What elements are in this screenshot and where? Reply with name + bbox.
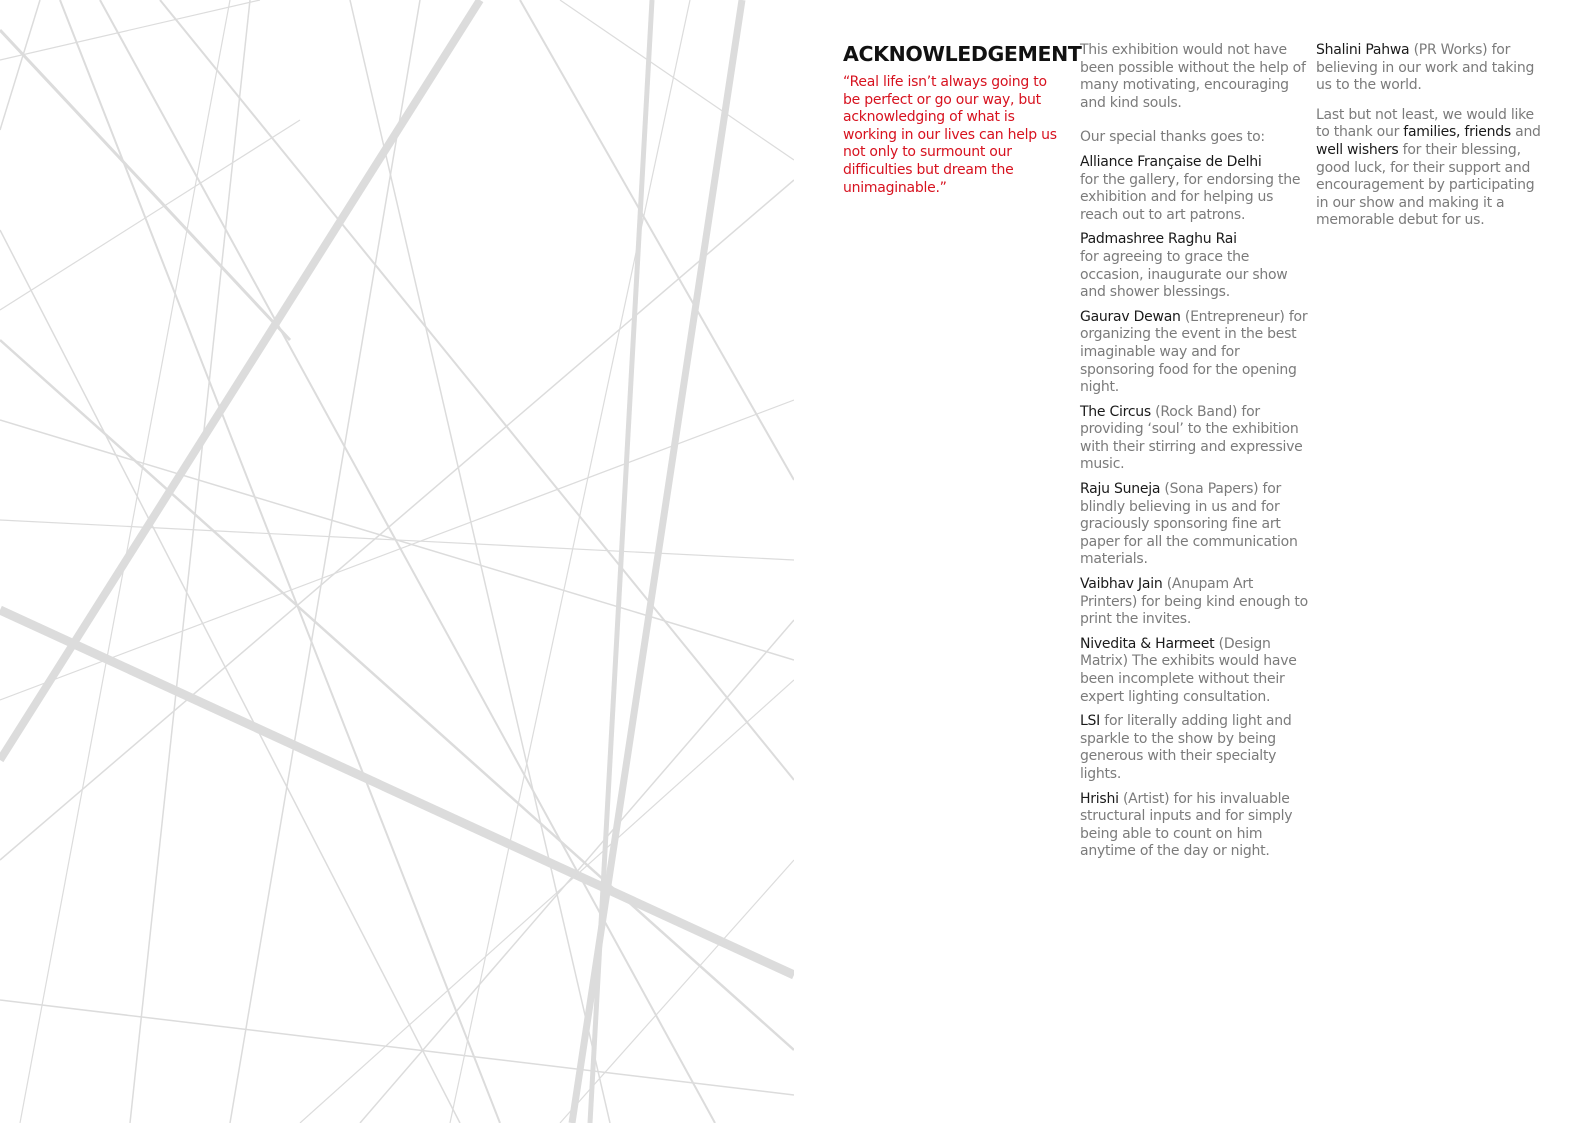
page-title: ACKNOWLEDGEMENT [843, 42, 1082, 66]
thanks-name: Raju Suneja [1080, 481, 1161, 498]
thanks-entry [1080, 154, 1312, 224]
thanks-entry [1316, 42, 1548, 95]
thanks-name: Padmashree Raghu Rai [1080, 231, 1237, 248]
closing-paragraph [1316, 107, 1548, 230]
thanks-entry [1080, 636, 1312, 706]
thanks-text: for literally adding light and sparkle to the show by being generous with their specialty lights. [1080, 713, 1292, 782]
heading-column [843, 42, 1082, 204]
closing-column [1316, 42, 1548, 237]
thanks-text: (Rock Band) for providing ‘soul’ to the exhibition with their stirring and expressive music. [1080, 403, 1303, 473]
thanks-entry [1080, 231, 1312, 301]
thanks-name: Alliance Française de Delhi [1080, 153, 1262, 170]
thanks-name: Shalini Pahwa [1316, 42, 1410, 58]
thanks-entry [1080, 576, 1312, 629]
thanks-text: (Design Matrix) The exhibits would have been incomplete without their expert lighting consultation. [1080, 635, 1297, 705]
quote: “Real life isn’t always going to be perfect or go our way, but acknowledging of what is working in our lives can help us not only to surmount our difficulties but dream the unimaginable.” [843, 74, 1057, 196]
thanks-entry [1080, 481, 1312, 569]
closing-highlight: families, friends [1403, 124, 1511, 141]
thanks-entry [1080, 309, 1312, 397]
thanks-column [1080, 42, 1312, 868]
thanks-name: Nivedita & Harmeet [1080, 635, 1215, 652]
thanks-text: (Sona Papers) for blindly believing in us and for graciously sponsoring fine art paper for all the communication materials. [1080, 481, 1298, 568]
thanks-name: The Circus [1080, 403, 1151, 420]
thanks-text: for agreeing to grace the occasion, inaugurate our show and shower blessings. [1080, 248, 1288, 301]
thanks-text: (PR Works) for believing in our work and taking us to the world. [1316, 42, 1535, 94]
thanks-text: (Anupam Art Printers) for being kind enough to print the invites. [1080, 576, 1308, 628]
thanks-text: for the gallery, for endorsing the exhibition and for helping us reach out to art patrons. [1080, 171, 1301, 223]
intro-paragraph: This exhibition would not have been possible without the help of many motivating, encouraging and kind souls. [1080, 42, 1306, 111]
thanks-name: Hrishi [1080, 790, 1119, 807]
closing-highlight: well wishers [1316, 141, 1399, 158]
thanks-name: LSI [1080, 713, 1101, 730]
thanks-text: (Artist) for his invaluable structural inputs and for simply being able to count on him anytime of the day or night. [1080, 790, 1293, 860]
thanks-entry [1080, 791, 1312, 861]
thanks-name: Vaibhav Jain [1080, 576, 1163, 593]
closing-text: Last but not least, we would like to thank our [1316, 106, 1534, 141]
thanks-entry [1080, 404, 1312, 474]
closing-text: and [1515, 124, 1541, 141]
thanks-entry [1080, 713, 1312, 783]
thanks-name: Gaurav Dewan [1080, 308, 1181, 325]
thanks-text: (Entrepreneur) for organizing the event in the best imaginable way and for sponsoring food for the opening night. [1080, 308, 1308, 396]
thanks-lead: Our special thanks goes to: [1080, 129, 1265, 146]
closing-text: for their blessing, good luck, for their support and encouragement by participating in our show and making it a memorable debut for us. [1316, 141, 1535, 229]
